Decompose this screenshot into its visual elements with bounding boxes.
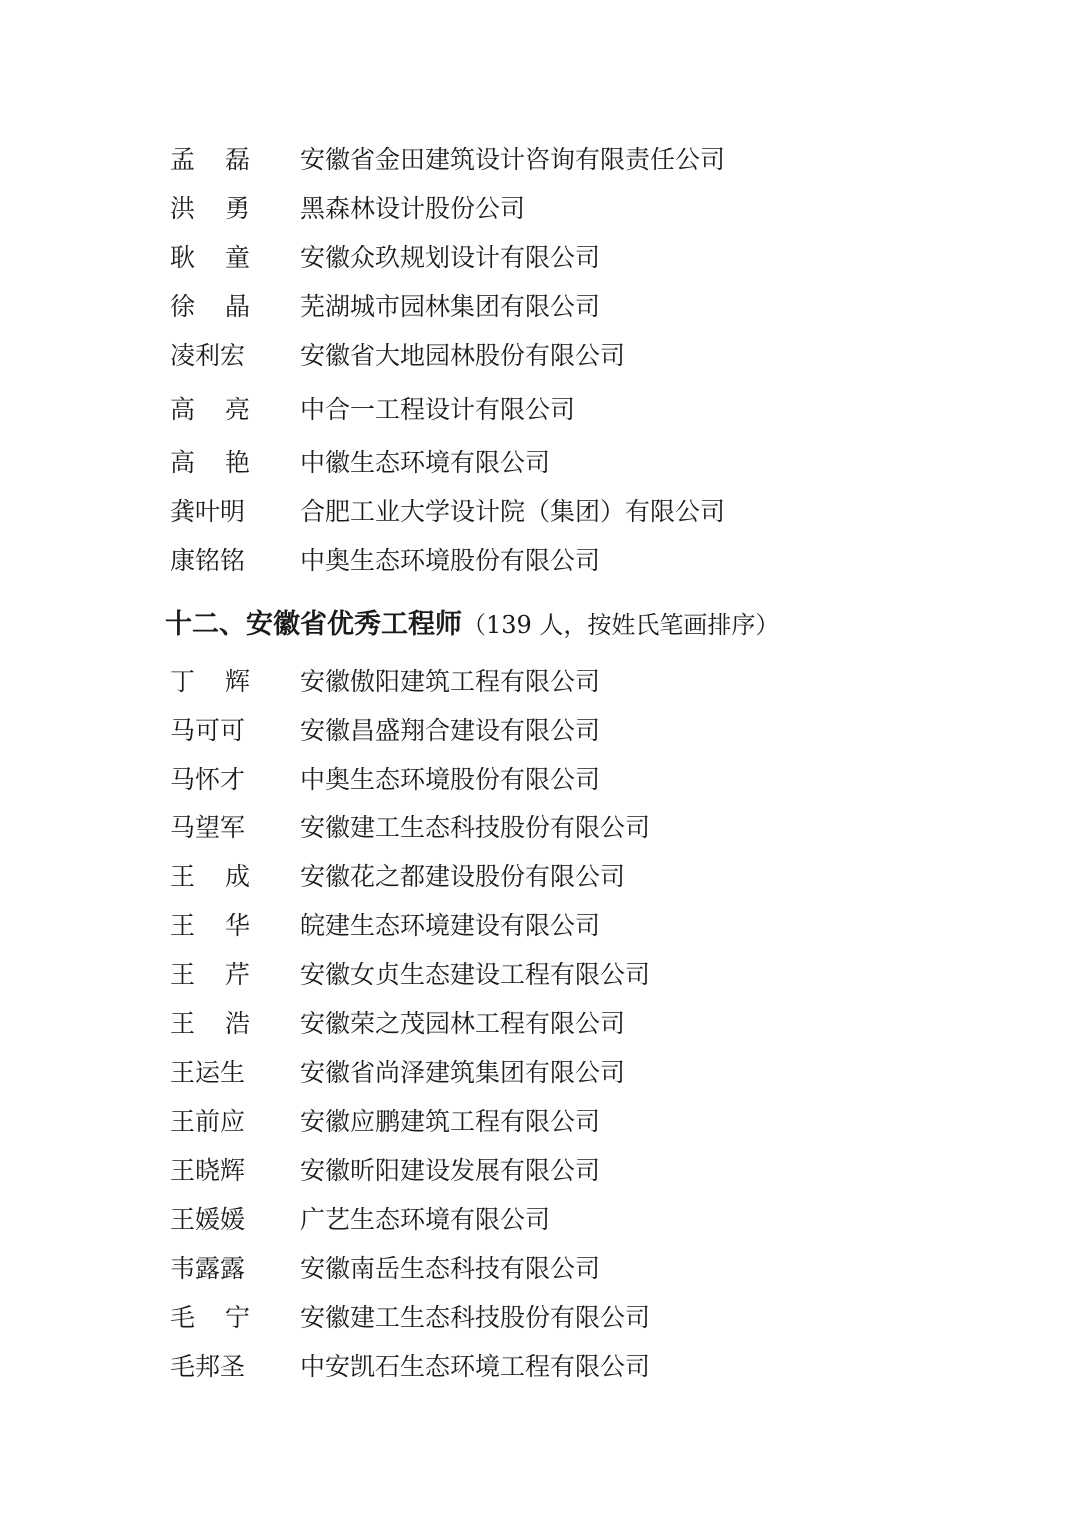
list-item [0,662,1080,702]
person-name-part: 龚叶明 [170,497,246,526]
person-name-part: 华 [224,911,250,940]
section-heading-note: （139 人，按姓氏笔画排序） [462,611,780,639]
person-name [170,189,250,229]
person-name-part: 丁 [170,667,196,696]
list-item [0,541,1080,581]
list-item [0,1102,1080,1142]
organization-name: 安徽省大地园林股份有限公司 [300,341,626,370]
list-item [0,492,1080,532]
organization-name: 安徽花之都建设股份有限公司 [300,862,626,891]
organization-name: 中合一工程设计有限公司 [300,395,576,424]
list-item [0,857,1080,897]
person-name [170,1102,250,1142]
person-name [170,1053,250,1093]
organization-name: 皖建生态环境建设有限公司 [300,911,601,940]
person-name [170,1004,250,1044]
person-name [170,857,250,897]
person-name-part: 王前应 [170,1107,246,1136]
person-name-part: 王晓辉 [170,1156,246,1185]
person-name-part: 韦露露 [170,1254,246,1283]
person-name [170,760,250,800]
person-name-part: 马怀才 [170,765,246,794]
person-name [170,390,250,430]
person-name [170,541,250,581]
person-name [170,1298,250,1338]
person-name-part: 王媛媛 [170,1205,246,1234]
person-name [170,808,250,848]
person-name-part: 孟 [170,145,196,174]
person-name-part: 马可可 [170,716,246,745]
person-name-part: 耿 [170,243,196,272]
list-item [0,1053,1080,1093]
list-item [0,906,1080,946]
organization-name: 中奥生态环境股份有限公司 [300,546,601,575]
person-name [170,287,250,327]
list-item [0,1347,1080,1387]
person-name-part: 毛邦圣 [170,1352,246,1381]
organization-name: 芜湖城市园林集团有限公司 [300,292,601,321]
person-name-part: 王 [170,862,196,891]
person-name-part: 洪 [170,194,196,223]
list-item [0,287,1080,327]
list-item [0,1151,1080,1191]
person-name-part: 亮 [224,395,250,424]
list-item [0,443,1080,483]
person-name [170,955,250,995]
list-item [0,955,1080,995]
organization-name: 安徽建工生态科技股份有限公司 [300,1303,651,1332]
list-item [0,1004,1080,1044]
organization-name: 黑森林设计股份公司 [300,194,526,223]
organization-name: 广艺生态环境有限公司 [300,1205,551,1234]
organization-name: 安徽众玖规划设计有限公司 [300,243,601,272]
section-heading-title: 十二、安徽省优秀工程师 [165,609,462,640]
person-name [170,1151,250,1191]
person-name-part: 晶 [224,292,250,321]
list-item [0,711,1080,751]
list-item [0,336,1080,376]
person-name-part: 马望军 [170,813,246,842]
person-name-part: 辉 [224,667,250,696]
person-name [170,711,250,751]
person-name-part: 勇 [224,194,250,223]
organization-name: 安徽傲阳建筑工程有限公司 [300,667,601,696]
list-item [0,808,1080,848]
organization-name: 安徽南岳生态科技有限公司 [300,1254,601,1283]
list-item [0,238,1080,278]
organization-name: 安徽建工生态科技股份有限公司 [300,813,651,842]
organization-name: 安徽省金田建筑设计咨询有限责任公司 [300,145,726,174]
person-name [170,906,250,946]
person-name-part: 毛 [170,1303,196,1332]
list-item [0,1200,1080,1240]
person-name [170,140,250,180]
list-item [0,1249,1080,1289]
organization-name: 中奥生态环境股份有限公司 [300,765,601,794]
person-name [170,238,250,278]
person-name [170,1347,250,1387]
list-item [0,140,1080,180]
section-heading [165,603,779,647]
list-item [0,760,1080,800]
organization-name: 安徽荣之茂园林工程有限公司 [300,1009,626,1038]
person-name [170,1200,250,1240]
person-name [170,336,250,376]
person-name-part: 王 [170,960,196,989]
person-name-part: 康铭铭 [170,546,246,575]
person-name-part: 宁 [224,1303,250,1332]
person-name [170,1249,250,1289]
person-name-part: 高 [170,448,196,477]
person-name-part: 艳 [224,448,250,477]
list-item [0,1298,1080,1338]
person-name-part: 凌利宏 [170,341,246,370]
person-name-part: 芹 [224,960,250,989]
person-name-part: 磊 [224,145,250,174]
person-name-part: 浩 [224,1009,250,1038]
list-item [0,390,1080,430]
organization-name: 安徽昕阳建设发展有限公司 [300,1156,601,1185]
person-name-part: 徐 [170,292,196,321]
person-name-part: 高 [170,395,196,424]
list-item [0,189,1080,229]
organization-name: 合肥工业大学设计院（集团）有限公司 [300,497,726,526]
organization-name: 中安凯石生态环境工程有限公司 [300,1352,651,1381]
organization-name: 安徽女贞生态建设工程有限公司 [300,960,651,989]
person-name-part: 王运生 [170,1058,246,1087]
person-name-part: 王 [170,1009,196,1038]
person-name [170,662,250,702]
organization-name: 安徽昌盛翔合建设有限公司 [300,716,601,745]
organization-name: 安徽省尚泽建筑集团有限公司 [300,1058,626,1087]
person-name [170,492,250,532]
person-name-part: 童 [224,243,250,272]
person-name-part: 成 [224,862,250,891]
organization-name: 安徽应鹏建筑工程有限公司 [300,1107,601,1136]
organization-name: 中徽生态环境有限公司 [300,448,551,477]
person-name-part: 王 [170,911,196,940]
person-name [170,443,250,483]
